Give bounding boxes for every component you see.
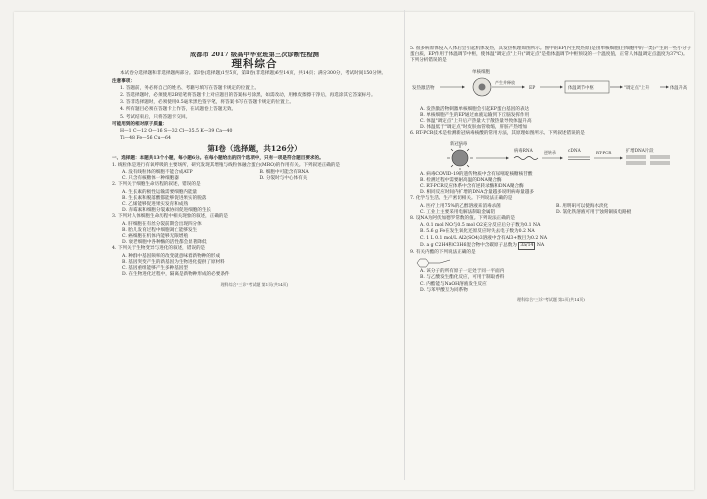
section-title: 第Ⅰ卷（选择题，共126分）	[207, 144, 302, 154]
fever-mechanism-diagram	[410, 67, 692, 105]
page-footer: 理科综合"三诊"考试题 第1页(共14页)	[220, 281, 289, 287]
notice-item: 1. 答题前，务必将自己的姓名、考籍号填写在答题卡规定的位置上。	[120, 85, 260, 91]
rna-strand	[514, 156, 538, 159]
ring-shape	[417, 259, 429, 267]
option: D. 衰老细胞中各种酶的活性都会显著降低	[122, 240, 207, 246]
center-fold	[404, 10, 405, 480]
arrow-head	[560, 156, 563, 159]
rt-pcr-svg	[410, 140, 692, 170]
arrow-head	[560, 85, 563, 88]
option: B. 基因突变产生的新基因为生物进化提供了原材料	[122, 259, 225, 265]
school-title: 成都市 2017 级高中毕业班第三次诊断性检测	[190, 52, 319, 58]
ep-label: EP	[529, 85, 536, 91]
virus-label: 新冠病毒	[450, 141, 468, 147]
option: A. 没有线粒体的细胞不能合成ATP	[122, 170, 193, 176]
rt-pcr-diagram	[410, 140, 692, 170]
center-label: 体温调节中枢	[568, 85, 594, 91]
option: A. 医疗上用75%的乙醇溶液来消毒杀菌	[420, 203, 501, 209]
cdna-label: cDNA	[568, 148, 581, 154]
question-stem: 4. 下列关于生物变异与进化的叙述，错误的是	[112, 246, 206, 252]
question-stem: 6. RT-PCR技术是检测新冠病毒核酸的常用方法，其原理如图所示。下列叙述错误的是	[410, 131, 585, 137]
option: B. 细胞中可能含有RNA	[259, 170, 309, 176]
arrow-head	[522, 85, 525, 88]
left-page	[112, 52, 397, 474]
option: D. 与苯甲酸互为同系物	[420, 287, 468, 293]
pcr-step-label: RT-PCR	[596, 149, 612, 155]
fraction: 3a/14	[518, 242, 535, 250]
structure-svg	[410, 257, 470, 269]
option: A. 生长素的极性运输需要细胞内能量	[122, 189, 198, 195]
question-stem: 9. 有关内酯的下列说法正确的是	[410, 250, 476, 256]
dna-copies	[626, 156, 670, 164]
exam-intro: 本试卷分选择题和非选择题两部分。第Ⅰ卷(选择题)1至5页，第Ⅱ卷(非选择题)6至14页，共14页；满分300分，考试时间150分钟。	[120, 71, 387, 77]
option: B. 与乙酸发生酯化反应，可用于制取香料	[420, 275, 505, 281]
rna-label: 病毒RNA	[514, 148, 533, 154]
option: C. 体温"调定点"上升后产热量大于散热量导致体温升高	[420, 119, 532, 125]
option: B. 胎儿发育过程中细胞凋亡能够发生	[122, 227, 198, 233]
option-with-fraction	[410, 242, 692, 250]
option: C. 工业上主要采用电解法制取金属铝	[420, 209, 496, 215]
lactone-structure	[410, 257, 692, 269]
question-stem: 3. 下列对人体细胞生命历程中相关现象的叙述，正确的是	[112, 214, 229, 220]
setpoint-label: "调定点"上升	[624, 85, 650, 91]
option: A. 0.1 mol NO与0.5 mol O2充分反应后分子数为0.1 NA	[420, 223, 541, 229]
option: A. 肝细胞在有丝分裂前期会出现四分体	[122, 221, 202, 227]
option: A. 该分子的所有原子一定处于同一平面内	[420, 269, 505, 275]
option-text: D. a g C2H4和C3H6混合物中含碳原子总数为	[420, 242, 517, 248]
option: C. 基因重组能够产生多种基因型	[122, 266, 188, 272]
notice-item: 3. 答非选择题时，必须使用0.5毫米黑色签字笔，将答案书写在答题卡规定的位置上。	[120, 100, 294, 106]
arrow-head	[666, 85, 669, 88]
cell-label: 单核细胞	[472, 69, 490, 75]
part-intro: 一、选择题：本题共13个小题，每小题6分。在每小题给出的四个选项中，只有一项是符合题目要求的。	[112, 155, 324, 161]
option: B. 单核细胞产生的EP通过血液运输到下丘脑发挥作用	[420, 112, 530, 118]
notice-item: 2. 答选择题时，必须使用2B铅笔将答题卡上对应题目的答案标号涂黑，如需改动，用橡皮擦擦干净后，再选涂其它答案标号。	[120, 93, 376, 99]
arrow-head	[620, 156, 623, 159]
option: D. 体温低于"调定点"时皮肤血管收缩，肝脏产热增加	[420, 125, 528, 131]
fever-diagram-svg	[410, 67, 692, 105]
option: D. 分裂时与中心体有关	[259, 176, 308, 182]
option: C. 乙烯能够促进果实发育和成熟	[122, 202, 188, 208]
page-footer: 理科综合"三诊"考试题 第2页(共14页)	[517, 297, 585, 303]
option-tail: NA	[536, 242, 545, 248]
option: A. 发热激活物刺激单核细胞会引起EP蛋白基因的表达	[420, 106, 530, 112]
question-stem: 7. 化学与生活、生产密切相关。下列说法正确的是	[410, 196, 513, 202]
rt-step-label: 逆转录	[544, 149, 556, 155]
option: C. RT-PCR反应体系中含有逆转录酶和DNA聚合酶	[420, 184, 524, 190]
option: B. 5.6 g Fe在发生氧化还原反应时失去电子数为0.2 NA	[420, 229, 535, 235]
notice-item: 4. 所有题目必须在答题卡上作答，在试题卷上答题无效。	[120, 107, 237, 113]
subject-title: 理科综合	[231, 58, 278, 71]
option: C. 1 L 0.1 mol/L Al2(SO4)3溶液中含有Al3+数目为0.2 NA	[420, 235, 548, 241]
option: D. 氯化铁溶液可用于蚀刻铜质电路板	[556, 209, 632, 215]
atomic-mass-line: Ti—48 Fe—56 Cu—64	[120, 136, 171, 142]
cause-label: 发热激活物	[412, 85, 435, 91]
atomic-mass-line: H—1 C—12 O—16 S—32 Cl—35.5 K—39 Ca—40	[120, 129, 233, 135]
option: B. 检测过程中需要耐高温的DNA聚合酶	[420, 177, 502, 183]
option: A. 种群中基因频率的改变就意味着新物种的形成	[122, 253, 221, 259]
option: D. 赤霉素和细胞分裂素协同促进细胞的生长	[122, 208, 212, 214]
release-label: 产生并释放	[495, 79, 515, 85]
question-stem: 8. 设NA为阿伏加德罗常数的值。下列说法正确的是	[410, 216, 516, 222]
question-stem: 2. 下列关于细胞生命历程的叙述，错误的是	[112, 182, 201, 188]
option: D. 在生物进化过程中，隔离是新物种形成的必要条件	[122, 272, 230, 278]
result-label: 体温升高	[670, 85, 688, 91]
option: C. 癌细胞在机体内能够无限增殖	[122, 234, 188, 240]
arrow-head	[620, 85, 623, 88]
option: C. 内酯能与NaOH溶液发生反应	[420, 281, 487, 287]
notice-item: 5. 考试结束后，只将答题卡交回。	[120, 114, 191, 120]
arrow-head	[462, 85, 465, 88]
option: C. 只含有核糖体一种细胞器	[122, 176, 179, 182]
question-stem: 5. 很多病原体侵入人体后会引起机体发热，其发热机理如图所示。图中的EP(内生致热原)是由单核细胞(白细胞中的一类)产生的一些小分子蛋白质，EP作用于体温调节中枢，使体温"调定点"上升("调定点"是指体温调节中枢预设的一个温度值，正常人体温调定点温度为37℃)。下列分析错误的是	[410, 46, 692, 64]
virus-particle	[452, 150, 468, 166]
atomic-mass-heading: 可能用到的相对原子质量：	[112, 121, 168, 127]
question-stem: 1. 线粒体是进行有氧呼吸的主要场所，研究发现其增殖与线粒体融合蛋白(MRO)的作用有关。下列叙述正确的是	[112, 162, 341, 168]
cell-nucleus	[479, 83, 486, 90]
option: B. 用明矾可以使海水淡化	[556, 203, 609, 209]
right-page	[410, 46, 692, 478]
product-label: 扩增DNA片段	[626, 148, 654, 154]
bond	[440, 260, 450, 263]
arrow-head	[506, 156, 509, 159]
option: D. 相同反应时间内扩增的DNA含量越多说明病毒量越多	[420, 190, 534, 196]
option: B. 生长素和脱落酸都能够促进果实的脱落	[122, 195, 207, 201]
notice-heading: 注意事项：	[112, 78, 135, 84]
option: A. 病毒COVID-19的遗传物质中含有尿嘧啶核糖核苷酸	[420, 171, 533, 177]
